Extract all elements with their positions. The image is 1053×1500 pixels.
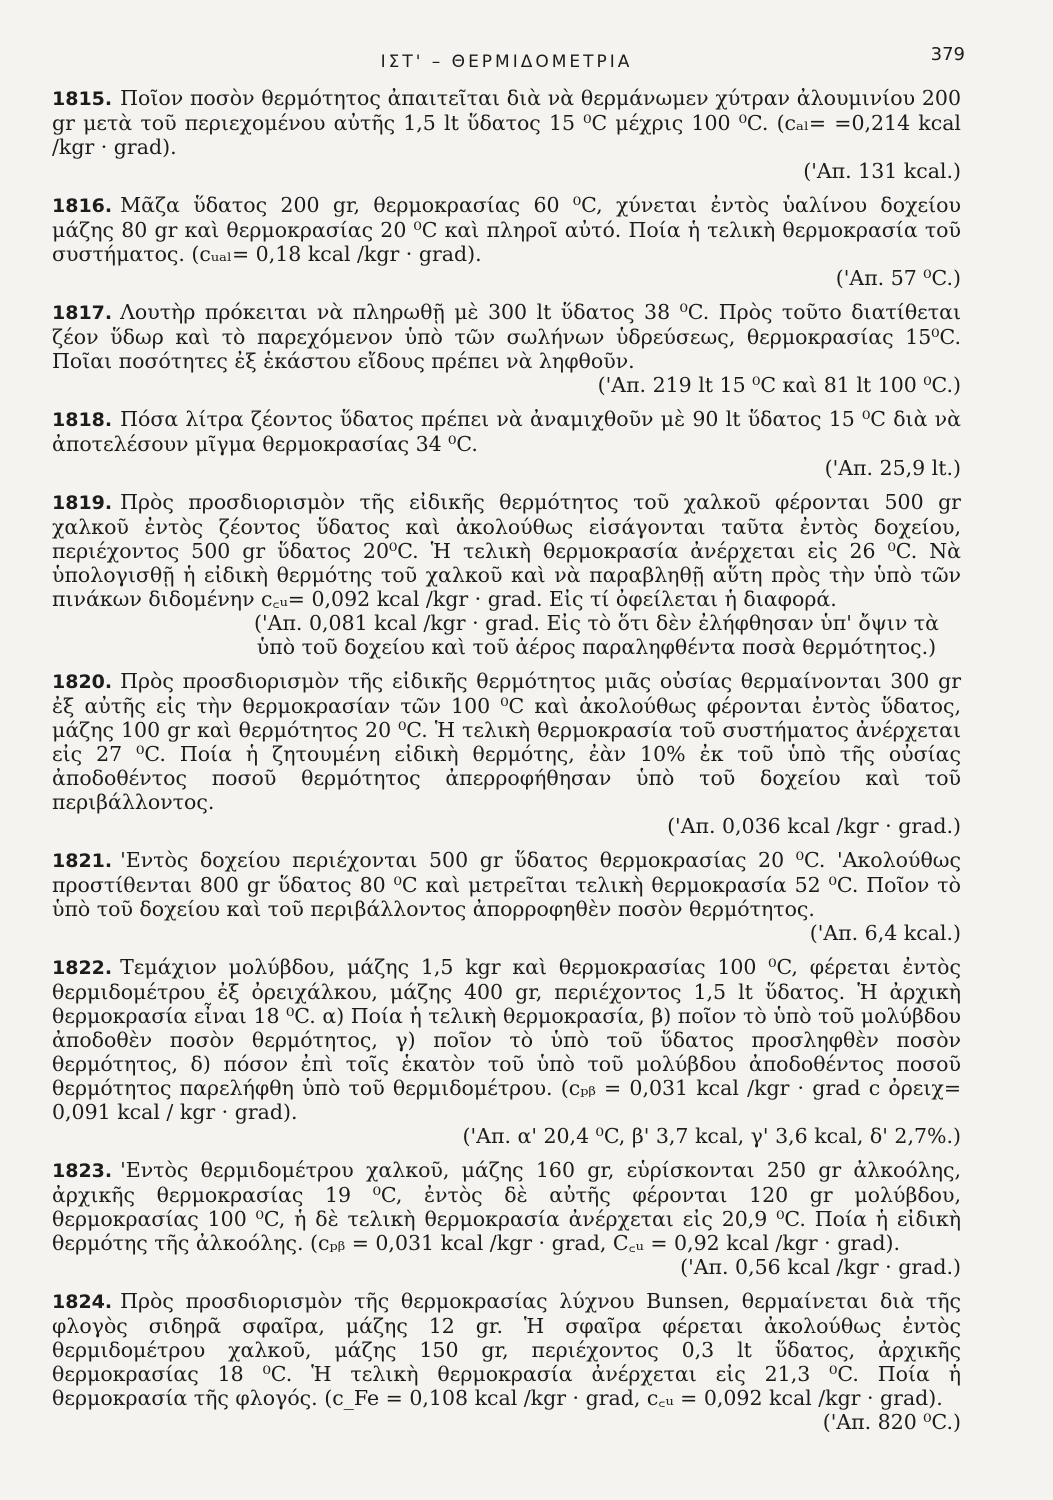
problem-text: 'Εντὸς θερμιδομέτρου χαλκοῦ, μάζης 160 gr, εὑρίσκονται 250 gr ἀλκοόλης, ἀρχικῆς θερμοκρασίας 19 ⁰C, ἐντὸς δὲ αὐτῆς φέρονται 120 gr μολύβδου, θερμοκρασίας 100 ⁰C, ἡ δὲ τελικὴ θερμοκρασία ἀνέρχεται εἰς 20,9 ⁰C. Ποία ἡ εἰδικὴ θερμότης τῆς ἀλκοόλης. (cₚᵦ = 0,031 kcal /kgr · grad, C꜀ᵤ = 0,92 kcal /kgr · grad). bbox=[52, 1158, 961, 1255]
problem-answer: ('Απ. 6,4 kcal.) bbox=[809, 921, 961, 945]
problem-1818 bbox=[52, 407, 961, 480]
page-number: 379 bbox=[930, 44, 965, 65]
problem-1817 bbox=[52, 300, 961, 397]
problem-text: Ποῖον ποσὸν θερμότητος ἀπαιτεῖται διὰ νὰ θερμάνωμεν χύτραν ἀλουμινίου 200 gr μετὰ τοῦ περιεχομένου αὐτῆς 1,5 lt ὕδατος 15 ⁰C μέχρις 100 ⁰C. (cₐₗ= =0,214 kcal /kgr · grad). bbox=[52, 86, 961, 159]
problem-1821 bbox=[52, 848, 961, 945]
problem-answer: ('Απ. 57 ⁰C.) bbox=[835, 266, 961, 290]
problem-text: Λουτὴρ πρόκειται νὰ πληρωθῇ μὲ 300 lt ὕδατος 38 ⁰C. Πρὸς τοῦτο διατίθεται ζέον ὕδωρ καὶ τὸ παρεχόμενον ὑπὸ τῶν σωλήνων ὑδρεύσεως, θερμοκρασίας 15⁰C. Ποῖαι ποσότητες ἐξ ἑκάστου εἴδους πρέπει νὰ ληφθοῦν. bbox=[52, 300, 961, 373]
problem-1824 bbox=[52, 1289, 961, 1434]
problem-answer: ('Απ. 0,036 kcal /kgr · grad.) bbox=[667, 814, 961, 838]
problem-number: 1818. bbox=[52, 409, 113, 431]
problem-answer: ('Απ. 131 kcal.) bbox=[803, 159, 961, 183]
problem-1823 bbox=[52, 1158, 961, 1279]
problem-answer: ('Απ. 25,9 lt.) bbox=[824, 456, 961, 480]
problem-answer: ('Απ. 0,56 kcal /kgr · grad.) bbox=[680, 1255, 961, 1279]
problem-text: Μᾶζα ὕδατος 200 gr, θερμοκρασίας 60 ⁰C, χύνεται ἐντὸς ὑαλίνου δοχείου μάζης 80 gr καὶ θερμοκρασίας 20 ⁰C καὶ πληροῖ αὐτό. Ποία ἡ τελικὴ θερμοκρασία τοῦ συστήματος. (cᵤₐₗ= 0,18 kcal /kgr · grad). bbox=[52, 193, 961, 266]
problem-1819 bbox=[52, 490, 961, 659]
running-title: ΙΣΤ' – ΘΕΡΜΙΔΟΜΕΤΡΙΑ bbox=[380, 52, 633, 72]
problem-text: Πόσα λίτρα ζέοντος ὕδατος πρέπει νὰ ἀναμιχθοῦν μὲ 90 lt ὕδατος 15 ⁰C διὰ νὰ ἀποτελέσουν μῖγμα θερμοκρασίας 34 ⁰C. bbox=[52, 407, 961, 456]
problem-number: 1816. bbox=[52, 195, 113, 217]
problem-number: 1815. bbox=[52, 88, 113, 110]
problem-text: 'Εντὸς δοχείου περιέχονται 500 gr ὕδατος θερμοκρασίας 20 ⁰C. 'Ακολούθως προστίθενται 800 gr ὕδατος 80 ⁰C καὶ μετρεῖται τελικὴ θερμοκρασία 52 ⁰C. Ποῖον τὸ ὑπὸ τοῦ δοχείου καὶ τοῦ περιβάλλοντος ἀπορροφηθὲν ποσὸν θερμότητος. bbox=[52, 848, 961, 921]
problem-text: Πρὸς προσδιορισμὸν τῆς θερμοκρασίας λύχνου Bunsen, θερμαίνεται διὰ τῆς φλογὸς σιδηρᾶ σφαῖρα, μάζης 12 gr. Ἡ σφαῖρα φέρεται ἀκολούθως ἐντὸς θερμιδομέτρου χαλκοῦ, μάζης 150 gr, περιέχοντος 0,3 lt ὕδατος, ἀρχικῆς θερμοκρασίας 18 ⁰C. Ἡ τελικὴ θερμοκρασία ἀνέρχεται εἰς 21,3 ⁰C. Ποία ἡ θερμοκρασία τῆς φλογός. (c_Fe = 0,108 kcal /kgr · grad, c꜀ᵤ = 0,092 kcal /kgr · grad). bbox=[52, 1289, 961, 1410]
problem-number: 1824. bbox=[52, 1291, 113, 1313]
problem-text: Τεμάχιον μολύβδου, μάζης 1,5 kgr καὶ θερμοκρασίας 100 ⁰C, φέρεται ἐντὸς θερμιδομέτρου ἐξ ὀρειχάλκου, μάζης 400 gr, περιέχοντος 1,5 lt ὕδατος. Ἡ ἀρχικὴ θερμοκρασία εἶναι 18 ⁰C. α) Ποία ἡ τελικὴ θερμοκρασία, β) ποῖον τὸ ὑπὸ τοῦ μολύβδου ἀποδοθὲν ποσὸν θερμότητος, γ) ποῖον τὸ ὑπὸ τοῦ ὕδατος προσληφθὲν ποσὸν θερμότητος, δ) πόσον ἐπὶ τοῖς ἑκατὸν τοῦ ὑπὸ τοῦ μολύβδου ἀποδοθέντος ποσοῦ θερμότητος παρελήφθη ὑπὸ τοῦ θερμιδομέτρου. (cₚᵦ = 0,031 kcal /kgr · grad c ὀρειχ= 0,091 kcal / kgr · grad). bbox=[52, 955, 961, 1124]
problem-number: 1819. bbox=[52, 492, 113, 514]
problem-answer: ('Απ. 219 lt 15 ⁰C καὶ 81 lt 100 ⁰C.) bbox=[597, 373, 961, 397]
problem-number: 1820. bbox=[52, 671, 113, 693]
problem-answer: ('Απ. 0,081 kcal /kgr · grad. Εἰς τὸ ὅτι δὲν ἐλήφθησαν ὑπ' ὄψιν τὰ ὑπὸ τοῦ δοχείου καὶ τοῦ ἀέρος παραληφθέντα ποσὰ θερμότητος.) bbox=[254, 611, 939, 659]
problem-1822 bbox=[52, 955, 961, 1148]
problem-1820 bbox=[52, 669, 961, 838]
problem-text: Πρὸς προσδιορισμὸν τῆς εἰδικῆς θερμότητος μιᾶς οὐσίας θερμαίνονται 300 gr ἐξ αὐτῆς εἰς τὴν θερμοκρασίαν τῶν 100 ⁰C καὶ ἀκολούθως φέρονται ἐντὸς ὕδατος, μάζης 100 gr καὶ θερμότητος 20 ⁰C. Ἡ τελικὴ θερμοκρασία τοῦ συστήματος ἀνέρχεται εἰς 27 ⁰C. Ποία ἡ ζητουμένη εἰδικὴ θερμότης, ἐὰν 10% ἐκ τοῦ ὑπὸ τῆς οὐσίας ἀποδοθέντος ποσοῦ θερμότητος ἀπερροφήθησαν ὑπὸ τοῦ δοχείου καὶ τοῦ περιβάλλοντος. bbox=[52, 669, 961, 814]
problem-text: Πρὸς προσδιορισμὸν τῆς εἰδικῆς θερμότητος τοῦ χαλκοῦ φέρονται 500 gr χαλκοῦ ἐντὸς ζέοντος ὕδατος καὶ ἀκολούθως εἰσάγονται ταῦτα ἐντὸς δοχείου, περιέχοντος 500 gr ὕδατος 20⁰C. Ἡ τελικὴ θερμοκρασία ἀνέρχεται εἰς 26 ⁰C. Νὰ ὑπολογισθῇ ἡ εἰδικὴ θερμότης τοῦ χαλκοῦ καὶ νὰ παραβληθῇ αὕτη πρὸς τὴν ὑπὸ τῶν πινάκων διδομένην c꜀ᵤ= 0,092 kcal /kgr · grad. Εἰς τί ὀφείλεται ἡ διαφορά. bbox=[52, 490, 961, 611]
page-header bbox=[52, 38, 965, 86]
problem-number: 1822. bbox=[52, 957, 113, 979]
problem-1816 bbox=[52, 193, 961, 290]
problem-number: 1817. bbox=[52, 302, 113, 324]
problem-number: 1821. bbox=[52, 850, 113, 872]
problem-answer: ('Απ. 820 ⁰C.) bbox=[822, 1410, 961, 1434]
problem-answer: ('Απ. α' 20,4 ⁰C, β' 3,7 kcal, γ' 3,6 kcal, δ' 2,7%.) bbox=[462, 1124, 961, 1148]
problem-number: 1823. bbox=[52, 1160, 113, 1182]
problem-1815 bbox=[52, 86, 961, 183]
